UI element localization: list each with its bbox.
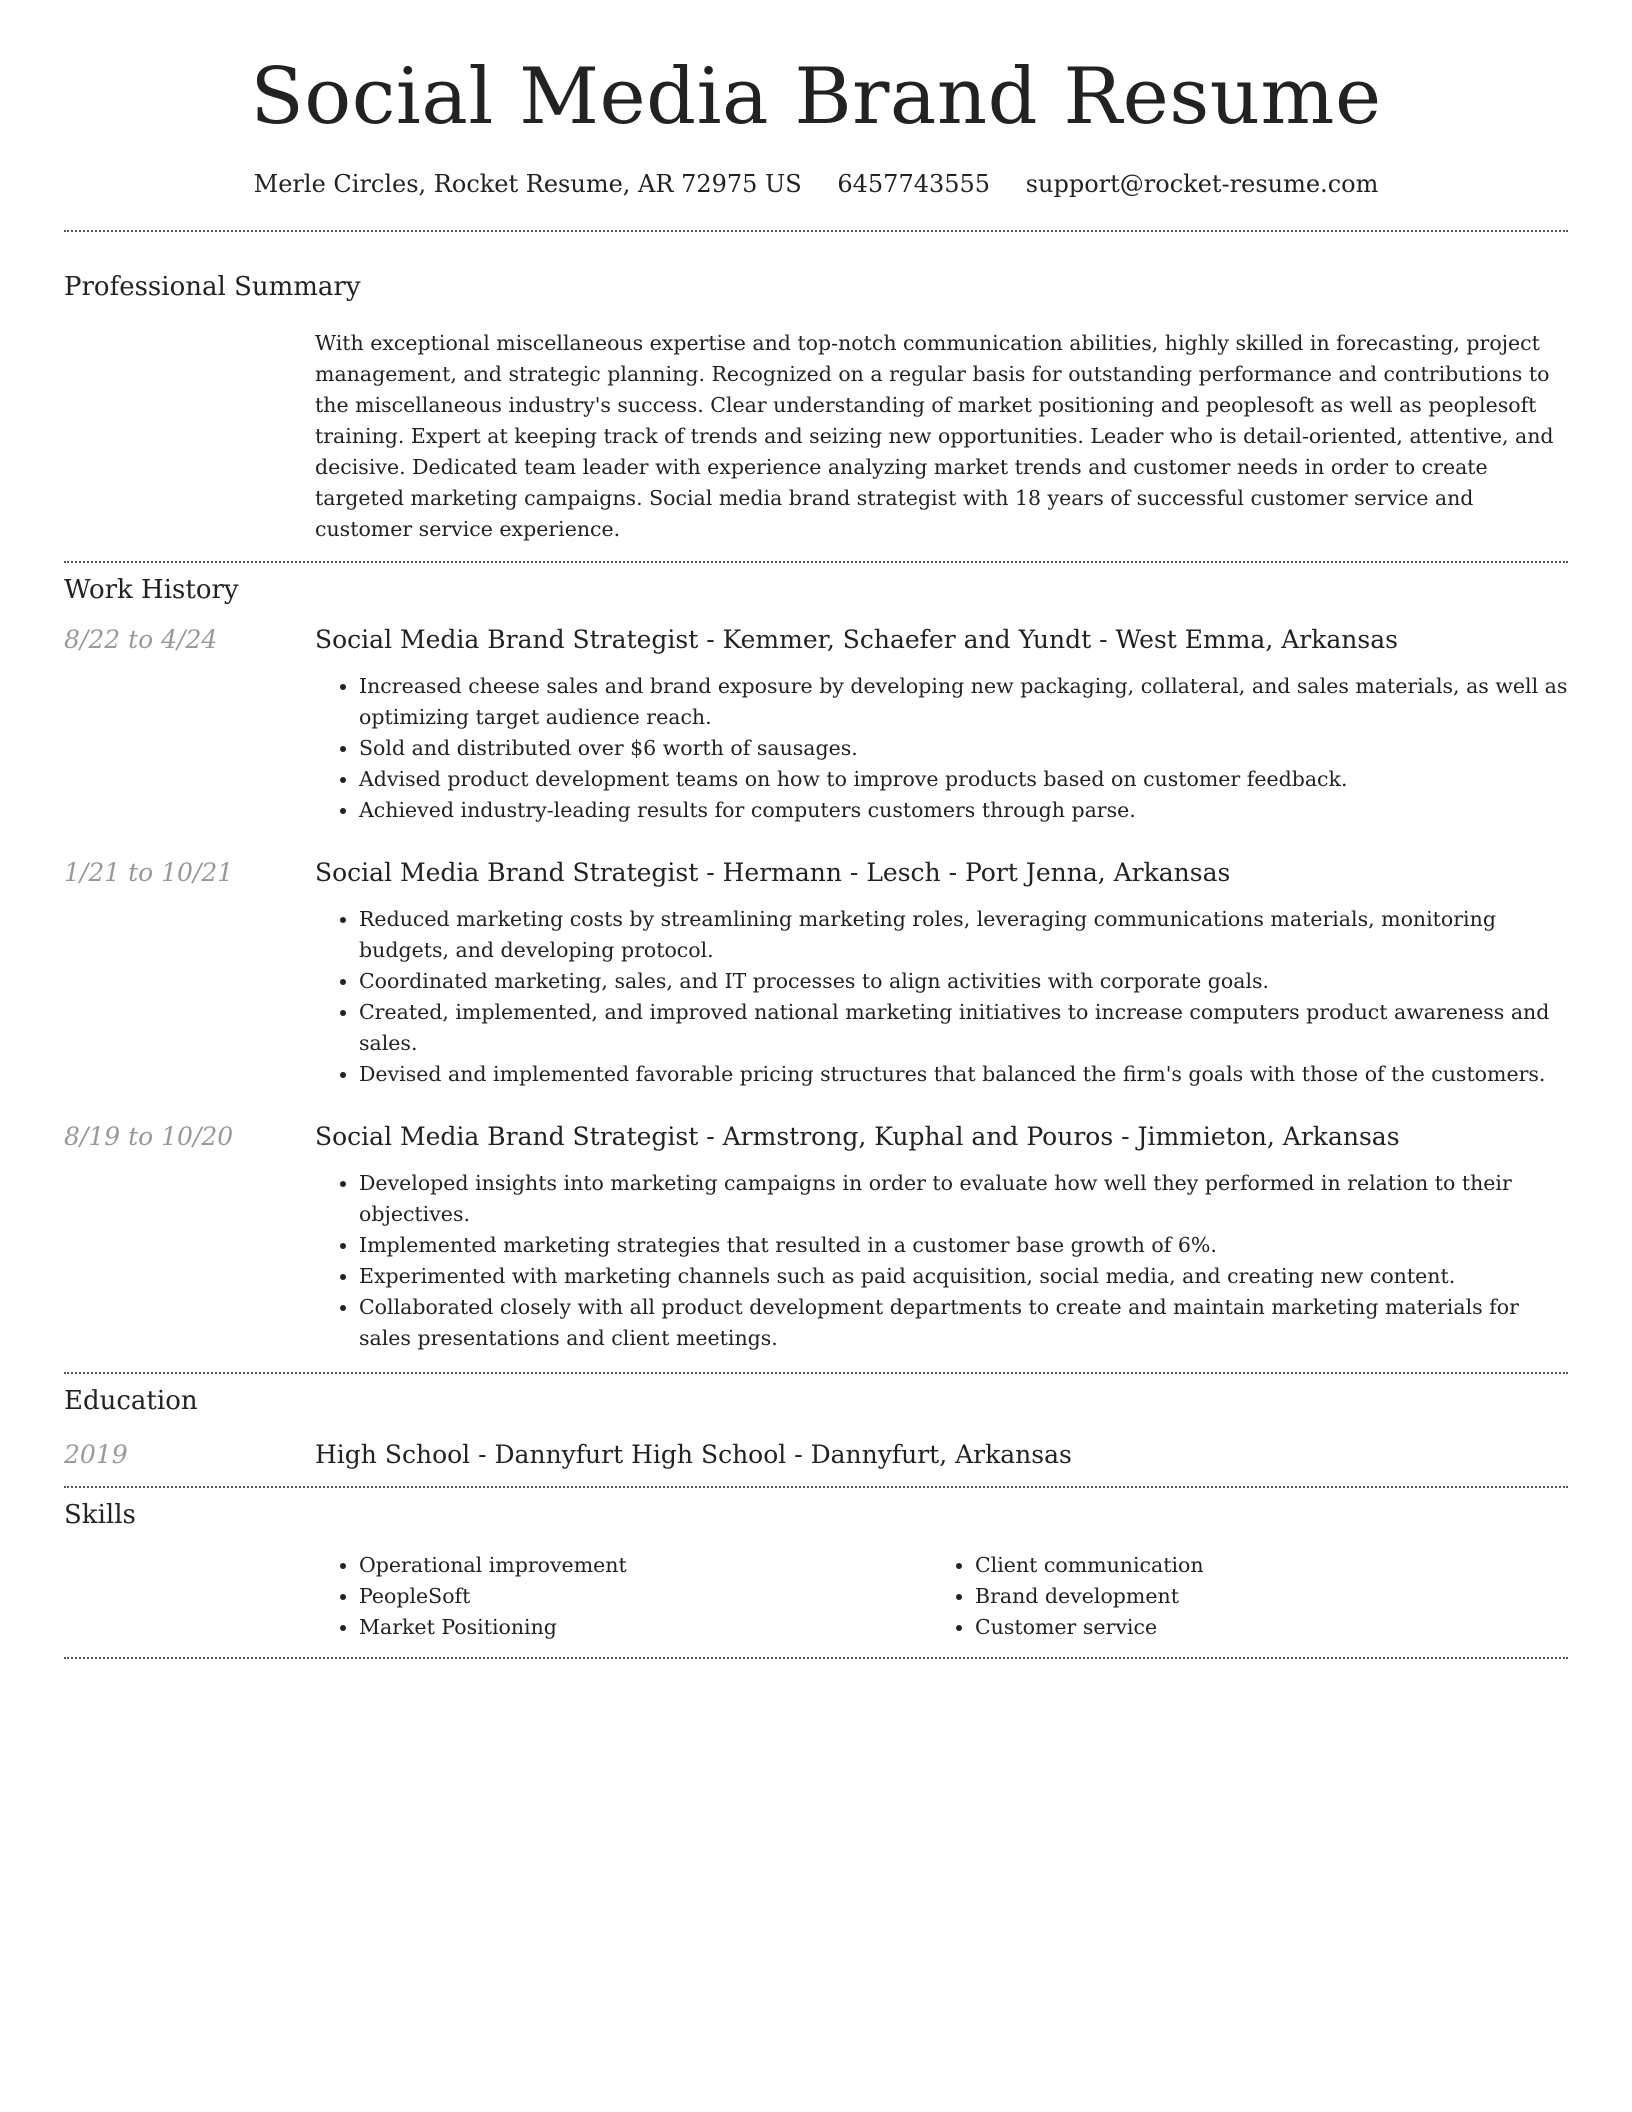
resume-title: Social Media Brand Resume [250,52,1382,142]
bullet-item: • Experimented with marketing channels such as paid acquisition, social media, and creating new content. [359,1261,1568,1292]
skill-item: • PeopleSoft [359,1581,931,1612]
job-entry [64,856,1568,1090]
education-heading: Education [64,1386,198,1416]
skills-grid [315,1550,1568,1643]
skill-item: • Brand development [975,1581,1547,1612]
job-heading: Social Media Brand Strategist - Kemmer, Schaefer and Yundt - West Emma, Arkansas [315,625,1398,654]
skill-item: • Client communication [975,1550,1547,1581]
bullet-item: • Coordinated marketing, sales, and IT processes to align activities with corporate goals. [359,966,1568,997]
bullet-item: • Advised product development teams on how to improve products based on customer feedback. [359,764,1568,795]
bullet-item: • Achieved industry-leading results for computers customers through parse. [359,795,1568,826]
education-heading-line: High School - Dannyfurt High School - Dannyfurt, Arkansas [315,1440,1072,1469]
bullet-item: • Sold and distributed over $6 worth of sausages. [359,733,1568,764]
skills-column-right [931,1550,1547,1643]
email: support@rocket-resume.com [1025,170,1379,198]
work-history-list [64,623,1568,1354]
job-body [315,1120,1568,1354]
skills-column-left [315,1550,931,1643]
bullet-item: • Implemented marketing strategies that resulted in a customer base growth of 6%. [359,1230,1568,1261]
bullet-item: • Devised and implemented favorable pricing structures that balanced the firm's goals with those of the customers. [359,1059,1568,1090]
job-dates: 8/19 to 10/20 [64,1122,234,1151]
summary-text: With exceptional miscellaneous expertise and top-notch communication abilities, highly skilled in forecasting, project management, and strategic planning. Recognized on a regular basis for outstanding performance and contributions to the miscellaneous industry's success. Clear understanding of market positioning and peoplesoft as well as peoplesoft training. Expert at keeping track of trends and seizing new opportunities. Leader who is detail-oriented, attentive, and decisive. Dedicated team leader with experience analyzing market trends and customer needs in order to create targeted marketing campaigns. Social media brand strategist with 18 years of successful customer service and customer service experience. [315,331,1554,541]
skill-item: • Customer service [975,1612,1547,1643]
contact-line [64,170,1568,198]
job-dates: 1/21 to 10/21 [64,858,234,887]
education-year: 2019 [64,1440,128,1469]
skill-item: • Market Positioning [359,1612,931,1643]
phone: 6457743555 [837,170,991,198]
job-entry [64,623,1568,826]
education-entry [64,1438,1568,1472]
skill-item: • Operational improvement [359,1550,931,1581]
job-entry [64,1120,1568,1354]
bullet-item: • Collaborated closely with all product development departments to create and maintain marketing materials for sales presentations and client meetings. [359,1292,1568,1354]
bullet-item: • Increased cheese sales and brand exposure by developing new packaging, collateral, and sales materials, as well as optimizing target audience reach. [359,671,1568,733]
summary-heading: Professional Summary [64,272,361,302]
bullet-item: • Reduced marketing costs by streamlining marketing roles, leveraging communications materials, monitoring budgets, and developing protocol. [359,904,1568,966]
skills-heading: Skills [64,1500,136,1530]
job-body [315,623,1568,826]
job-heading: Social Media Brand Strategist - Hermann - Lesch - Port Jenna, Arkansas [315,858,1231,887]
bullet-item: • Developed insights into marketing campaigns in order to evaluate how well they performed in relation to their objectives. [359,1168,1568,1230]
job-bullets [315,904,1568,1090]
address: Merle Circles, Rocket Resume, AR 72975 US [253,170,802,198]
work-history-heading: Work History [64,575,239,605]
bullet-item: • Created, implemented, and improved national marketing initiatives to increase computers product awareness and sales. [359,997,1568,1059]
job-heading: Social Media Brand Strategist - Armstrong, Kuphal and Pouros - Jimmieton, Arkansas [315,1122,1400,1151]
divider [64,1657,1568,1659]
job-bullets [315,671,1568,826]
job-body [315,856,1568,1090]
job-bullets [315,1168,1568,1354]
job-dates: 8/22 to 4/24 [64,625,218,654]
